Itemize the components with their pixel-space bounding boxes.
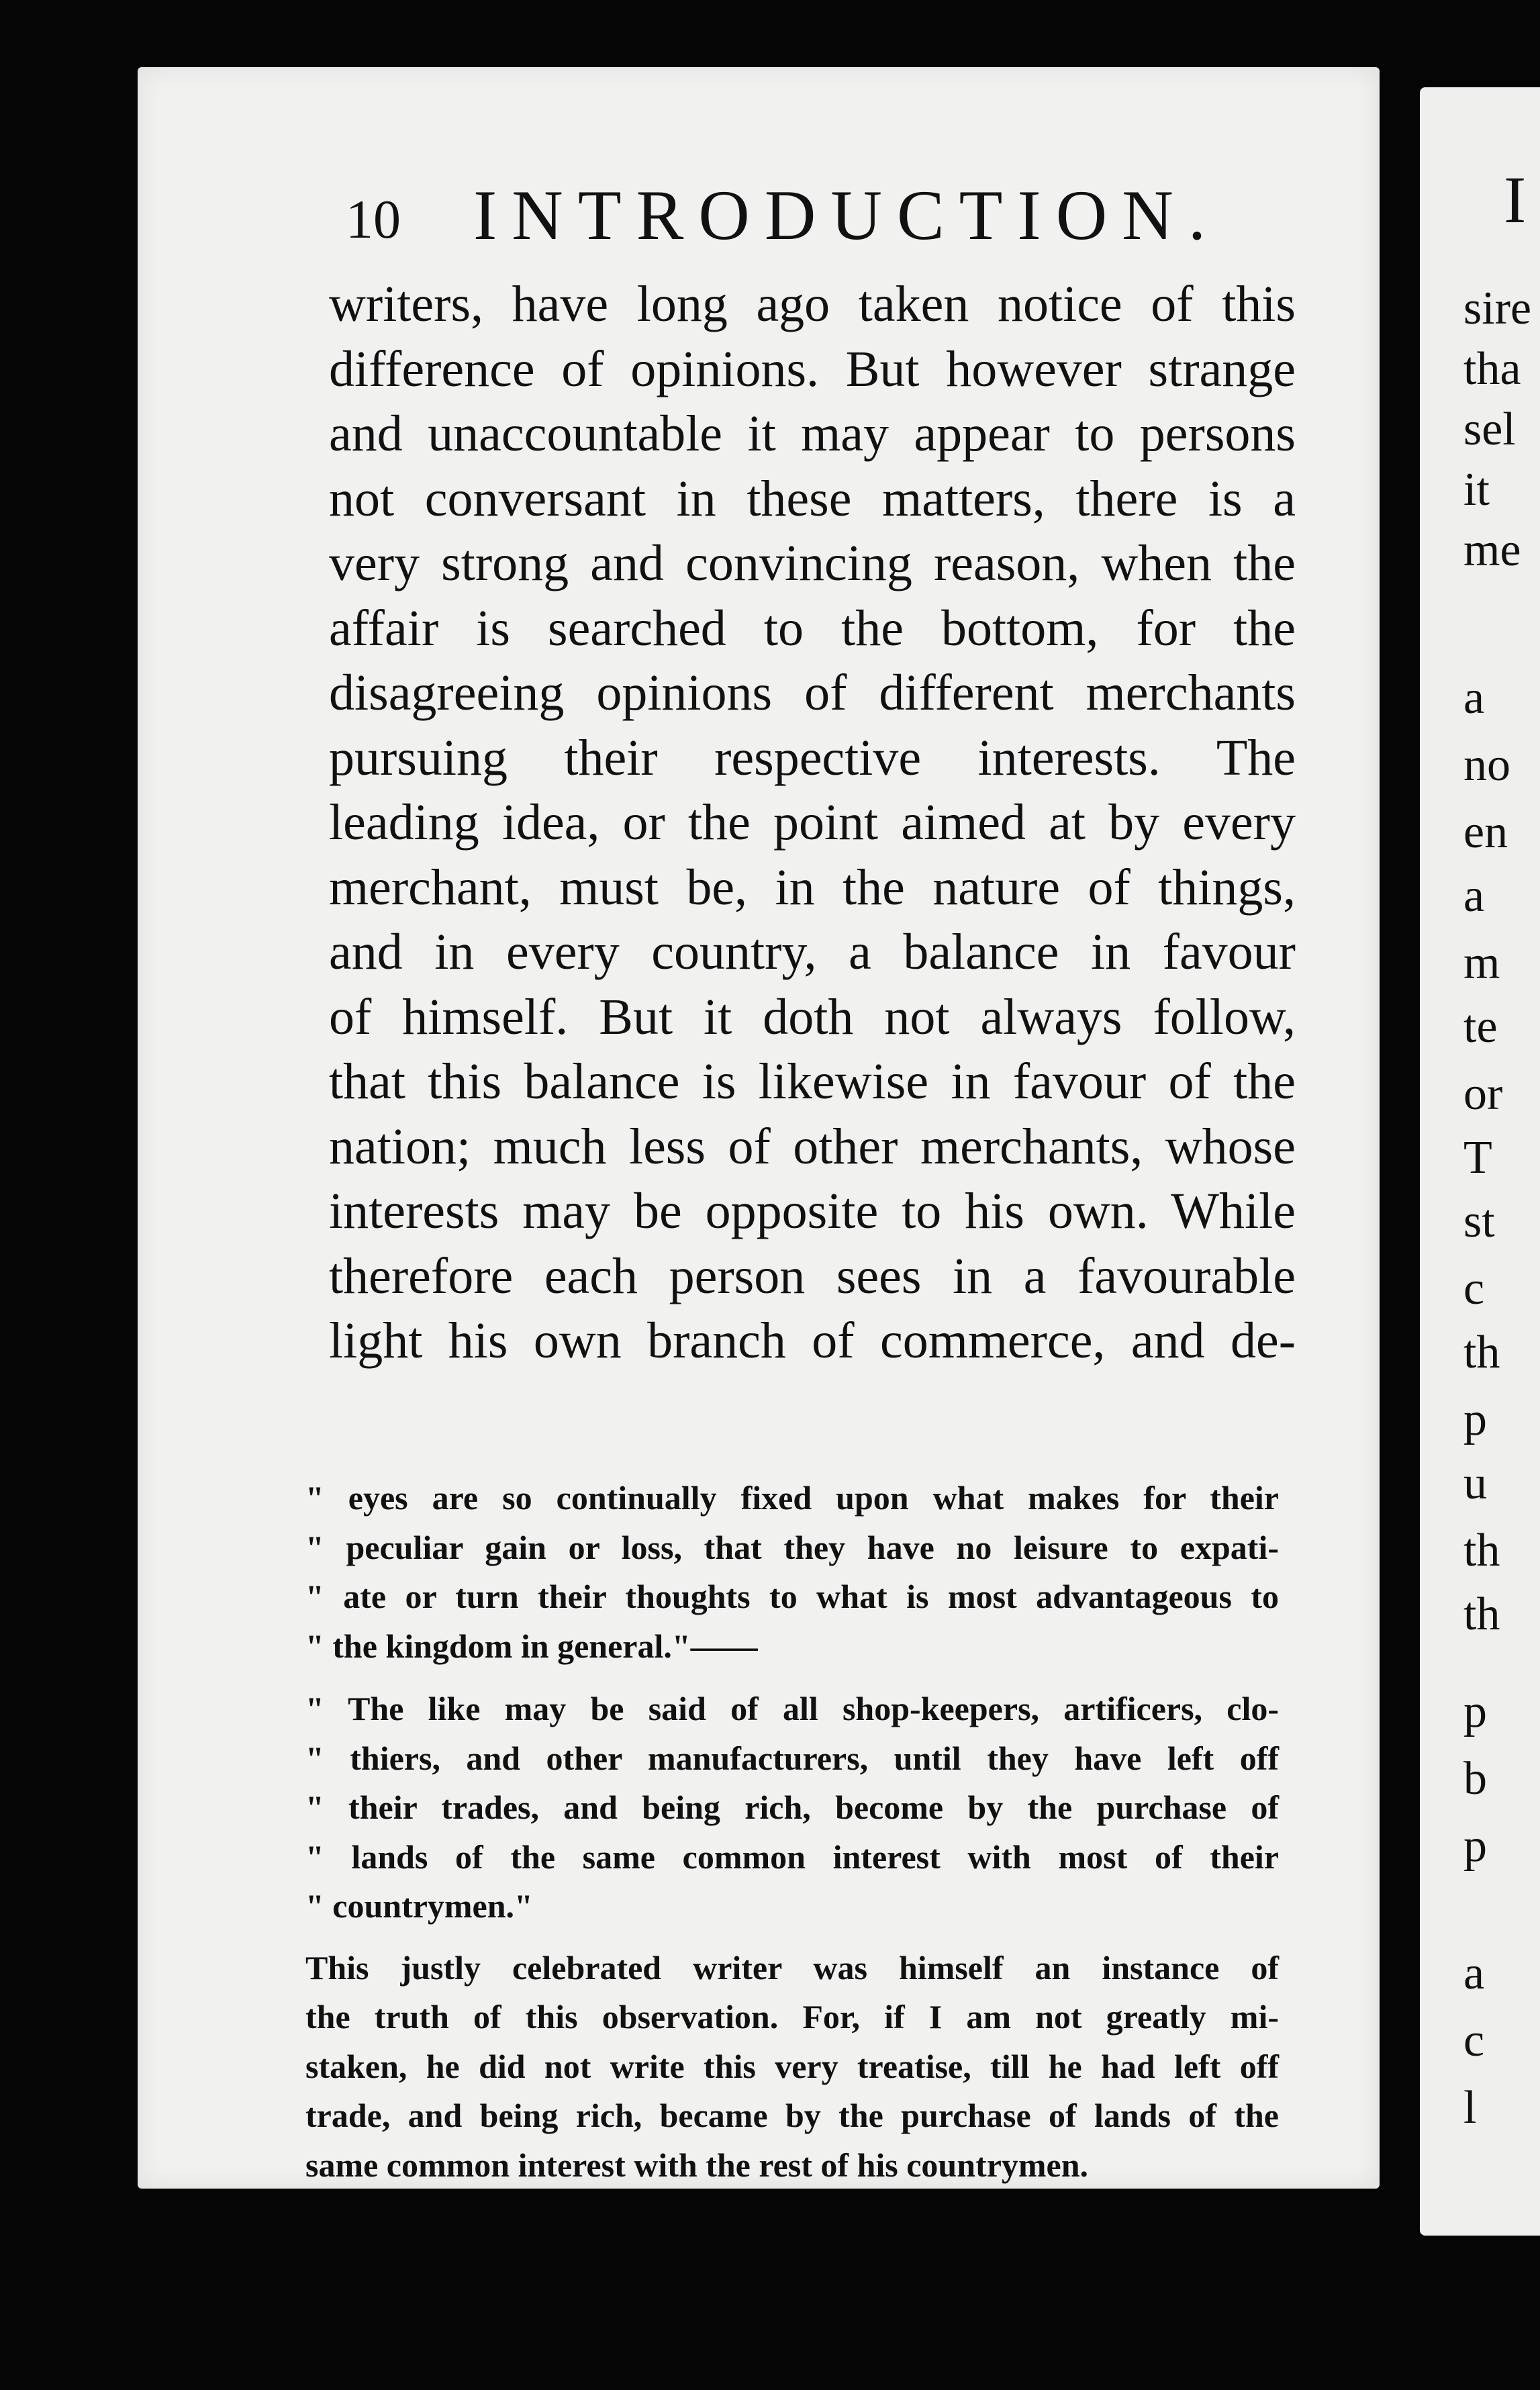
facing-fragment: a (1463, 672, 1485, 724)
facing-page-head: I (1504, 162, 1527, 237)
body-line: that this balance is likewise in favour of the (329, 1053, 1296, 1110)
body-line: writers, have long ago taken notice of this (329, 276, 1296, 332)
facing-fragment: te (1463, 1001, 1498, 1053)
body-line: nation; much less of other merchants, whose (329, 1118, 1296, 1175)
facing-fragment: m (1463, 937, 1500, 989)
footnote-line: " their trades, and being rich, become by the purchase of (305, 1788, 1279, 1826)
facing-fragment: en (1463, 806, 1508, 858)
facing-fragment: tha (1463, 343, 1521, 395)
body-line: light his own branch of commerce, and de- (329, 1312, 1296, 1369)
facing-fragment: or (1463, 1068, 1503, 1120)
footnote-line: trade, and being rich, became by the purchase of lands of the (305, 2097, 1279, 2134)
footnote-line: This justly celebrated writer was himself an instance of (305, 1948, 1279, 1987)
body-line: interests may be opposite to his own. While (329, 1183, 1296, 1239)
facing-fragment: a (1463, 1948, 1485, 1999)
facing-fragment: sel (1463, 403, 1516, 455)
facing-fragment: sire (1463, 283, 1532, 334)
facing-fragment: th (1463, 1588, 1500, 1640)
body-text (329, 272, 1296, 1374)
footnote-line: the truth of this observation. For, if I am not greatly mi- (305, 1998, 1279, 2036)
footnote-line: " countrymen." (305, 1887, 533, 1925)
body-line: pursuing their respective interests. The (329, 729, 1296, 786)
facing-fragment: l (1463, 2082, 1477, 2134)
footnote-line: " the kingdom in general."—— (305, 1627, 758, 1665)
facing-fragment: no (1463, 739, 1510, 791)
footnote-line: staken, he did not write this very treatise, till he had left off (305, 2047, 1279, 2085)
footnote-line: " eyes are so continually fixed upon what makes for their (305, 1479, 1279, 1517)
body-line: difference of opinions. But however strange (329, 340, 1296, 397)
facing-fragment: th (1463, 1525, 1500, 1576)
body-line: therefore each person sees in a favourable (329, 1247, 1296, 1304)
footnote-line: " ate or turn their thoughts to what is most advantageous to (305, 1578, 1279, 1615)
footnote-line: " lands of the same common interest with most of their (305, 1837, 1279, 1876)
running-head: INTRODUCTION. (473, 176, 1221, 254)
footnote-line: " peculiar gain or loss, that they have no leisure to expati- (305, 1528, 1279, 1566)
body-line: very strong and convincing reason, when the (329, 535, 1296, 591)
body-line: and unaccountable it may appear to persons (329, 405, 1296, 462)
body-line: affair is searched to the bottom, for the (329, 600, 1296, 657)
facing-fragment: c (1463, 2015, 1485, 2066)
page-header (346, 171, 1319, 272)
facing-fragment: T (1463, 1132, 1492, 1184)
body-line: not conversant in these matters, there is a (329, 470, 1296, 527)
footnote-line: " The like may be said of all shop-keepers, artificers, clo- (305, 1690, 1279, 1727)
facing-fragment: p (1463, 1394, 1487, 1445)
facing-fragment: u (1463, 1457, 1487, 1509)
body-line: of himself. But it doth not always follow, (329, 988, 1296, 1045)
body-line: and in every country, a balance in favour (329, 924, 1296, 980)
facing-fragment: b (1463, 1753, 1487, 1805)
facing-fragment: st (1463, 1196, 1495, 1247)
facing-fragment: a (1463, 870, 1485, 922)
facing-fragment: p (1463, 1820, 1487, 1872)
facing-fragment: it (1463, 464, 1490, 516)
facing-fragment: me (1463, 524, 1521, 576)
footnote-line: same common interest with the rest of his countrymen. (305, 2146, 1089, 2184)
facing-fragment: th (1463, 1327, 1500, 1378)
footnote-line: " thiers, and other manufacturers, until they have left off (305, 1739, 1279, 1777)
body-line: disagreeing opinions of different merchants (329, 665, 1296, 721)
page-number: 10 (346, 189, 401, 250)
facing-fragment: p (1463, 1686, 1487, 1737)
body-line: merchant, must be, in the nature of things, (329, 859, 1296, 916)
facing-fragment: c (1463, 1263, 1485, 1314)
body-line: leading idea, or the point aimed at by every (329, 794, 1296, 851)
footnotes (305, 1474, 1279, 2190)
